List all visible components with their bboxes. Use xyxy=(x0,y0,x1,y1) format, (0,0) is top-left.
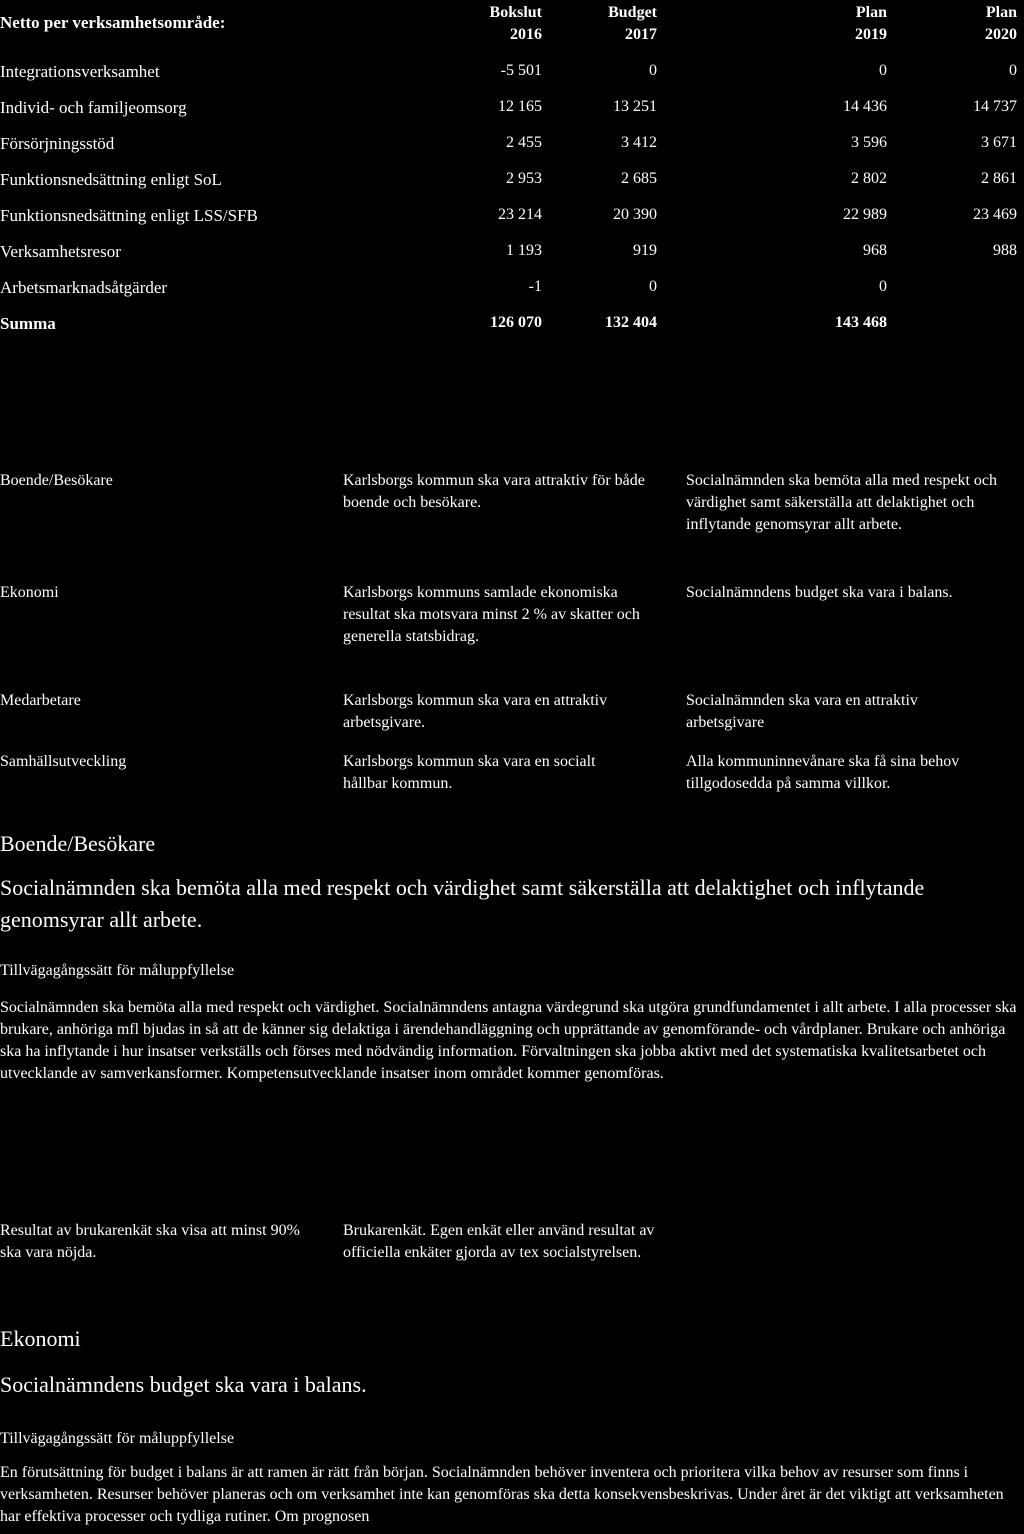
section-goal: Socialnämnden ska bemöta alla med respekt och värdighet samt säkerställa att delaktighet och inflytande genomsyrar allt arbete. xyxy=(0,875,925,932)
table-cell: 0 xyxy=(1009,62,1017,79)
table-cell: 0 xyxy=(649,278,657,295)
method-label: Tillvägagångssätt för måluppfyllelse xyxy=(0,1430,235,1447)
goal-area: Boende/Besökare xyxy=(0,472,113,489)
goal-kommun: Karlsborgs kommuns samlade ekonomiska resultat ska motsvara minst 2 % av skatter och generella statsbidrag. xyxy=(343,584,640,645)
table-cell: 3 671 xyxy=(981,134,1017,151)
table-cell: 14 737 xyxy=(973,98,1017,115)
goal-namnd: Socialnämndens budget ska vara i balans. xyxy=(686,584,953,601)
goal-kommun: Karlsborgs kommun ska vara en attraktiv arbetsgivare. xyxy=(343,692,608,731)
table-cell: 3 412 xyxy=(621,134,657,151)
col-header-2: Budget 2017 xyxy=(608,4,657,43)
table-cell: 0 xyxy=(879,62,887,79)
row-label: Verksamhetsresor xyxy=(0,242,121,261)
table-cell: 2 861 xyxy=(981,170,1017,187)
table-cell: 14 436 xyxy=(843,98,887,115)
method-text: Socialnämnden ska bemöta alla med respekt och värdighet. Socialnämndens antagna värdegrund ska utgöra grundfundamentet i allt arbete. I alla processer ska brukare, anhöriga mfl bjudas in så att de känner sig delaktiga i ärendehandläggning och upprättande av genomförande- och vårdplaner. Brukare och anhöriga ska ha inflytande i hur insatser verkställs och förses med nödvändig information. Förvaltningen ska jobba aktivt med det systematiska kvalitetsarbetet och utvecklande av samverkansformer. Kompetensutvecklande insatser inom området kommer genomföras. xyxy=(0,999,1017,1082)
measure-text: Brukarenkät. Egen enkät eller använd resultat av officiella enkäter gjorda av tex socialstyrelsen. xyxy=(343,1222,655,1261)
table-cell: 23 469 xyxy=(973,206,1017,223)
table-cell: 0 xyxy=(649,62,657,79)
col-header-1: Bokslut 2016 xyxy=(489,4,542,43)
method-label: Tillvägagångssätt för måluppfyllelse xyxy=(0,962,235,979)
goal-kommun: Karlsborgs kommun ska vara attraktiv för både boende och besökare. xyxy=(343,472,645,511)
table-cell: 13 251 xyxy=(613,98,657,115)
table-title: Netto per verksamhetsområde: xyxy=(0,13,226,32)
table-cell: 2 685 xyxy=(621,170,657,187)
table-cell: 3 596 xyxy=(851,134,887,151)
table-cell-summa: 143 468 xyxy=(835,314,887,331)
table-cell: 0 xyxy=(879,278,887,295)
method-text: En förutsättning för budget i balans är att ramen är rätt från början. Socialnämnden behöver inventera och prioritera vilka behov av resurser som finns i verksamheten. Resurser behöver planeras och om verksamhet inte kan genomföras ska detta konsekvensbeskrivas. Under året är det viktigt att verksamheten har effektiva processer och tydliga rutiner. Om prognosen xyxy=(0,1464,1004,1525)
goal-namnd: Socialnämnden ska bemöta alla med respekt och värdighet samt säkerställa att delaktighet och inflytande genomsyrar allt arbete. xyxy=(686,472,998,533)
section-heading: Boende/Besökare xyxy=(0,831,156,856)
table-cell: 2 953 xyxy=(506,170,542,187)
table-cell: -1 xyxy=(528,278,542,295)
table-cell: -5 501 xyxy=(500,62,542,79)
table-cell: 12 165 xyxy=(498,98,542,115)
table-cell-summa: 132 404 xyxy=(605,314,657,331)
row-label: Försörjningsstöd xyxy=(0,134,115,153)
table-cell: 988 xyxy=(993,242,1017,259)
row-label: Funktionsnedsättning enligt LSS/SFB xyxy=(0,206,258,225)
table-cell: 919 xyxy=(633,242,657,259)
table-cell-summa: 126 070 xyxy=(490,314,542,331)
col-header-4: Plan 2020 xyxy=(985,4,1017,43)
table-cell: 2 455 xyxy=(506,134,542,151)
goal-area: Medarbetare xyxy=(0,692,81,709)
row-label: Arbetsmarknadsåtgärder xyxy=(0,278,168,297)
section-goal: Socialnämndens budget ska vara i balans. xyxy=(0,1372,367,1397)
table-cell: 22 989 xyxy=(843,206,887,223)
table-cell: 2 802 xyxy=(851,170,887,187)
row-label: Individ- och familjeomsorg xyxy=(0,98,187,117)
row-label-summa: Summa xyxy=(0,314,56,333)
col-header-3: Plan 2019 xyxy=(855,4,887,43)
row-label: Integrationsverksamhet xyxy=(0,62,160,81)
goal-namnd: Alla kommuninnevånare ska få sina behov tillgodosedda på samma villkor. xyxy=(686,753,960,792)
goal-namnd: Socialnämnden ska vara en attraktiv arbetsgivare xyxy=(686,692,918,731)
table-cell: 968 xyxy=(863,242,887,259)
goal-area: Ekonomi xyxy=(0,584,59,601)
table-cell: 23 214 xyxy=(498,206,542,223)
goal-area: Samhällsutveckling xyxy=(0,753,127,770)
indicator-text: Resultat av brukarenkät ska visa att minst 90% ska vara nöjda. xyxy=(0,1222,300,1261)
table-cell: 20 390 xyxy=(613,206,657,223)
section-heading: Ekonomi xyxy=(0,1326,81,1351)
row-label: Funktionsnedsättning enligt SoL xyxy=(0,170,222,189)
goal-kommun: Karlsborgs kommun ska vara en socialt hållbar kommun. xyxy=(343,753,596,792)
table-cell: 1 193 xyxy=(506,242,542,259)
